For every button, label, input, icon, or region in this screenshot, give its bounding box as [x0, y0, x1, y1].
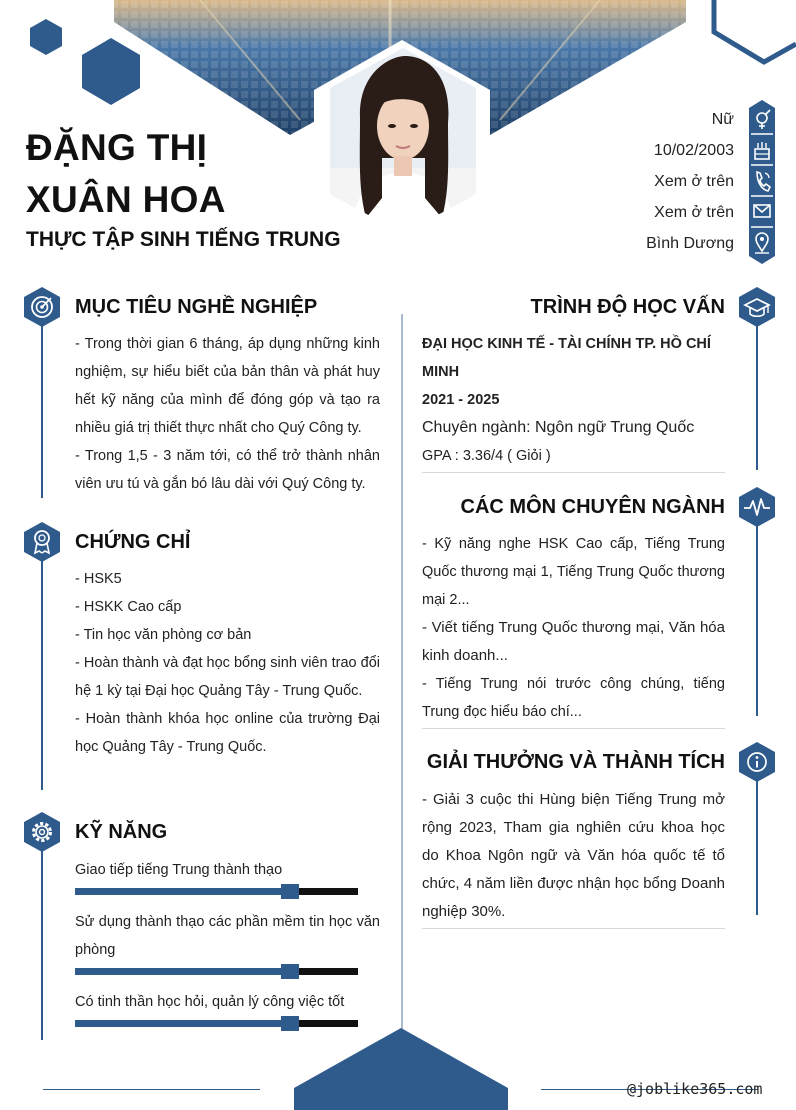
center-divider	[401, 314, 403, 1034]
awards-text: - Giải 3 cuộc thi Hùng biện Tiếng Trung mở rộng 2023, Tham gia nghiên cứu khoa học do Khoa Ngôn ngữ và Văn hóa quốc tế tổ chức, 4 năm liền được nhận học bổng Doanh nghiệp 30%.	[422, 791, 725, 920]
footer-watermark: @joblike365.com	[627, 1080, 763, 1098]
courses-list	[422, 530, 725, 726]
courses-title: CÁC MÔN CHUYÊN NGÀNH	[460, 496, 725, 518]
education-title: TRÌNH ĐỘ HỌC VẤN	[530, 296, 725, 318]
skill-label: Giao tiếp tiếng Trung thành thạo	[75, 862, 283, 878]
awards-timeline	[756, 781, 758, 915]
certificate-item: - HSKK Cao cấp	[75, 599, 182, 615]
certificate-item: - Hoàn thành khóa học online của trường Đại học Quảng Tây - Trung Quốc.	[75, 711, 380, 755]
certificates-list	[75, 565, 380, 761]
footer-line-left	[43, 1089, 260, 1090]
skills-title: KỸ NĂNG	[75, 821, 168, 843]
decor-hexagon-medium	[82, 38, 140, 105]
info-icon	[739, 742, 775, 782]
objective-list	[75, 330, 380, 498]
education-timeline	[756, 326, 758, 470]
section-divider	[422, 472, 725, 473]
skill-bar-fill	[75, 1020, 290, 1027]
certificate-item: - HSK5	[75, 571, 122, 587]
certificates-title: CHỨNG CHỈ	[75, 531, 191, 553]
contact-phone: Xem ở trên	[654, 173, 734, 190]
objective-title: MỤC TIÊU NGHỀ NGHIỆP	[75, 296, 318, 318]
contact-address: Bình Dương	[646, 235, 734, 252]
skill-label: Có tinh thần học hỏi, quản lý công việc tốt	[75, 994, 345, 1010]
award-ribbon-icon	[24, 522, 60, 562]
skill-level-bar	[75, 968, 358, 975]
objective-item: - Trong thời gian 6 tháng, áp dụng những kinh nghiệm, sự hiểu biết của bản thân và phát huy hết kỹ năng của mình để đóng góp và tạo ra nhiều giá trị thiết thực nhất cho Quý Công ty.	[75, 336, 380, 436]
skill-bar-marker	[281, 964, 299, 979]
certificate-item: - Tin học văn phòng cơ bản	[75, 627, 252, 643]
contact-gender: Nữ	[711, 111, 734, 128]
pulse-icon	[739, 487, 775, 527]
awards-title: GIẢI THƯỞNG VÀ THÀNH TÍCH	[426, 751, 725, 773]
decor-hexagon-outline	[714, 0, 796, 62]
skill-label: Sử dụng thành thạo các phần mềm tin học văn phòng	[75, 914, 380, 958]
section-divider	[422, 728, 725, 729]
profile-photo	[330, 48, 476, 234]
courses-timeline	[756, 526, 758, 716]
skill-level-bar	[75, 1020, 358, 1027]
section-divider	[422, 928, 725, 929]
contact-birthday: 10/02/2003	[653, 142, 734, 159]
certificate-item: - Hoàn thành và đạt học bổng sinh viên trao đổi hệ 1 kỳ tại Đại học Quảng Tây - Trung Quốc.	[75, 655, 380, 699]
course-item: - Tiếng Trung nói trước công chúng, tiếng Trung đọc hiểu báo chí...	[422, 676, 725, 720]
contact-icon-strip	[749, 100, 775, 264]
decor-hexagon-small	[30, 19, 62, 55]
major: Chuyên ngành: Ngôn ngữ Trung Quốc	[422, 419, 695, 436]
name-line-2: XUÂN HOA	[26, 179, 226, 220]
course-item: - Kỹ năng nghe HSK Cao cấp, Tiếng Trung Quốc thương mại 1, Tiếng Trung Quốc thương mại 2...	[422, 536, 725, 608]
course-item: - Viết tiếng Trung Quốc thương mại, Văn hóa kinh doanh...	[422, 619, 725, 664]
candidate-name	[26, 122, 226, 226]
skill-bar-fill	[75, 968, 290, 975]
skill-bar-fill	[75, 888, 290, 895]
graduation-cap-icon	[739, 287, 775, 327]
gpa: GPA : 3.36/4 ( Giỏi )	[422, 448, 551, 464]
name-line-1: ĐẶNG THỊ	[26, 127, 208, 168]
objective-item: - Trong 1,5 - 3 năm tới, có thể trở thành nhân viên ưu tú và gắn bó lâu dài với Quý Công ty.	[75, 448, 380, 492]
target-icon	[24, 287, 60, 327]
study-years: 2021 - 2025	[422, 392, 500, 408]
objective-timeline	[41, 326, 43, 498]
skill-level-bar	[75, 888, 358, 895]
education-details	[422, 330, 725, 470]
footer-hexagon	[294, 1028, 508, 1110]
gear-icon	[24, 812, 60, 852]
skills-timeline	[41, 850, 43, 1040]
school-name: ĐẠI HỌC KINH TẾ - TÀI CHÍNH TP. HỒ CHÍ MINH	[422, 336, 711, 380]
contact-email: Xem ở trên	[654, 204, 734, 221]
job-title: THỰC TẬP SINH TIẾNG TRUNG	[26, 228, 341, 251]
certificates-timeline	[41, 560, 43, 790]
skill-bar-marker	[281, 884, 299, 899]
